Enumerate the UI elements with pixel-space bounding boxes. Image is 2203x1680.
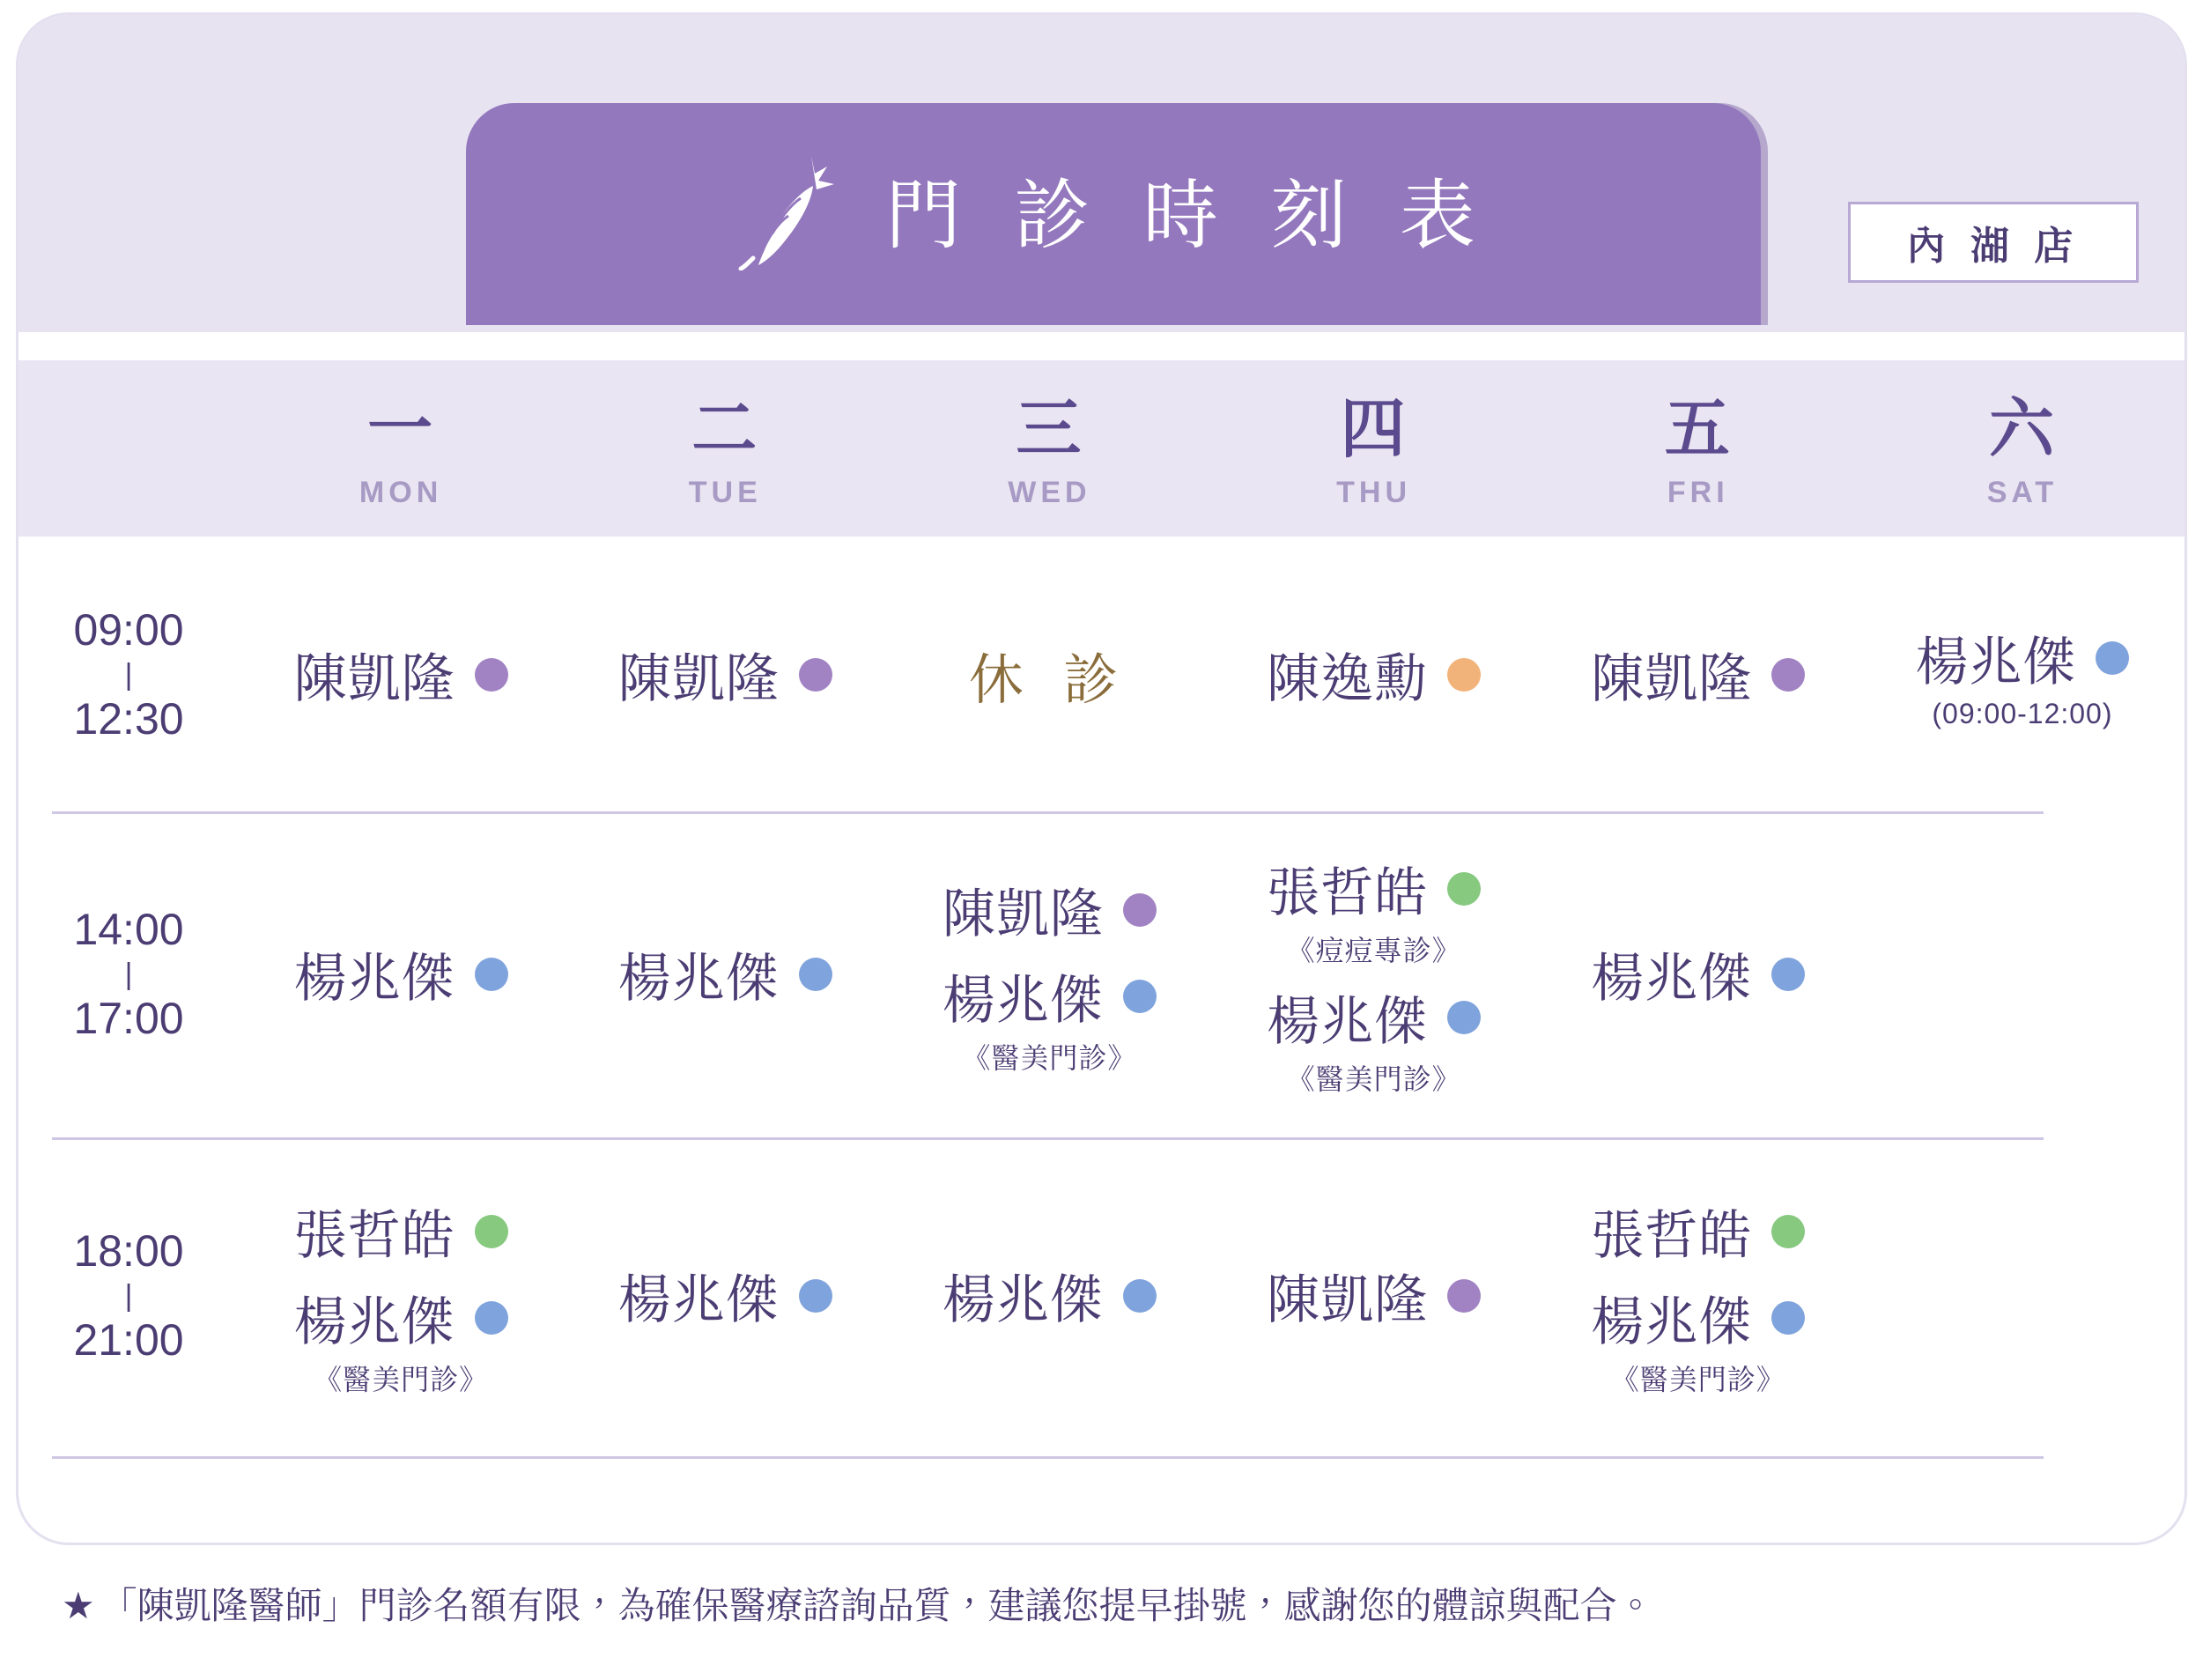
cell-thu-evening — [1212, 1137, 1536, 1454]
cell-mon-afternoon — [239, 811, 563, 1137]
doctor-color-dot — [1447, 658, 1481, 692]
entry-time-note: (09:00-12:00) — [1932, 697, 2113, 729]
entry-block — [618, 936, 832, 1012]
weekday-mon — [239, 360, 563, 537]
entry-block — [943, 1258, 1157, 1334]
entry-block — [969, 636, 1130, 714]
entry-block — [1267, 637, 1481, 713]
schedule-bottom-divider — [52, 1456, 2044, 1459]
time-end: 12:30 — [73, 694, 184, 744]
entry-block — [1591, 1280, 1805, 1398]
doctor-color-dot — [1771, 658, 1805, 692]
doctor-color-dot — [799, 658, 832, 692]
entry-block — [1267, 980, 1481, 1098]
cell-thu-morning — [1212, 538, 1536, 811]
doctor-color-dot — [2096, 641, 2129, 675]
doctor-entry — [1591, 1280, 1805, 1356]
doctor-color-dot — [1447, 1279, 1481, 1313]
doctor-name: 楊兆傑 — [617, 949, 780, 1008]
weekday-en-label: TUE — [688, 475, 762, 509]
doctor-name: 楊兆傑 — [942, 1270, 1104, 1329]
weekday-en-label: SAT — [1986, 475, 2059, 509]
entry-block — [294, 936, 508, 1012]
schedule-row-evening — [18, 1137, 2185, 1454]
weekday-cn-label: 一 — [367, 391, 435, 465]
doctor-entry — [294, 1194, 508, 1269]
doctor-name: 楊兆傑 — [1267, 992, 1429, 1051]
entry-specialty-note: 《醫美門診》 — [962, 1042, 1137, 1074]
cell-mon-morning — [239, 538, 563, 811]
doctor-color-dot — [475, 1215, 508, 1248]
time-start: 18:00 — [73, 1226, 184, 1277]
entry-block — [943, 872, 1157, 948]
doctor-name: 陳凱隆 — [617, 649, 780, 708]
schedule-row-afternoon — [18, 811, 2185, 1137]
schedule-row-morning — [18, 538, 2185, 811]
entry-block — [618, 637, 832, 713]
entry-block — [1591, 936, 1805, 1012]
doctor-name: 陳凱隆 — [1267, 1270, 1429, 1329]
doctor-entry — [618, 1258, 832, 1334]
cell-fri-morning — [1536, 538, 1860, 811]
cell-sat-evening — [1860, 1137, 2185, 1454]
time-start: 09:00 — [73, 605, 184, 655]
entry-specialty-note: 《醫美門診》 — [1610, 1364, 1785, 1395]
entry-block — [1591, 1194, 1805, 1269]
entry-block — [1267, 851, 1481, 969]
weekday-tue — [563, 360, 887, 537]
weekday-wed — [887, 360, 1211, 537]
doctor-entry — [943, 958, 1157, 1034]
weekday-cn-label: 四 — [1340, 391, 1408, 465]
doctor-entry — [1591, 936, 1805, 1012]
entry-block — [618, 1258, 832, 1334]
doctor-color-dot — [1123, 1279, 1157, 1313]
store-badge: 內 湖 店 — [1848, 202, 2139, 283]
doctor-entry — [1915, 620, 2129, 696]
star-icon: ★ — [62, 1585, 95, 1626]
entry-block — [1915, 620, 2129, 730]
cell-mon-evening — [239, 1137, 563, 1454]
weekday-cn-label: 二 — [691, 391, 759, 465]
doctor-entry — [1267, 637, 1481, 713]
time-slot-label — [18, 811, 239, 1137]
doctor-name: 楊兆傑 — [293, 1292, 455, 1351]
entry-block — [294, 1194, 508, 1269]
cell-wed-afternoon — [887, 811, 1211, 1137]
doctor-name: 陳凱隆 — [942, 884, 1104, 944]
time-end: 17:00 — [73, 994, 184, 1044]
closed-label: 休 診 — [968, 649, 1131, 711]
closed-entry — [969, 636, 1130, 714]
weekday-en-label: MON — [359, 475, 443, 509]
feather-logo-icon — [736, 147, 841, 270]
doctor-entry — [1267, 851, 1481, 927]
cell-fri-evening — [1536, 1137, 1860, 1454]
weekday-sat — [1860, 360, 2185, 537]
doctor-color-dot — [1771, 958, 1805, 991]
entry-block — [943, 958, 1157, 1077]
entry-block — [294, 1280, 508, 1398]
doctor-name: 陳凱隆 — [293, 649, 455, 708]
time-dash: | — [124, 1278, 133, 1313]
weekday-cn-label: 三 — [1016, 391, 1083, 465]
entry-block — [1591, 637, 1805, 713]
doctor-color-dot — [1447, 1001, 1481, 1034]
doctor-entry — [943, 872, 1157, 948]
doctor-entry — [294, 637, 508, 713]
schedule-body — [18, 538, 2185, 1454]
doctor-entry — [1267, 1258, 1481, 1334]
doctor-color-dot — [475, 958, 508, 991]
entry-block — [1267, 1258, 1481, 1334]
cell-sat-morning — [1860, 538, 2185, 811]
weekday-en-label: THU — [1336, 475, 1412, 509]
weekday-en-label: FRI — [1667, 475, 1729, 509]
cell-wed-evening — [887, 1137, 1211, 1454]
time-slot-label — [18, 1137, 239, 1454]
header-inner — [736, 147, 1491, 270]
doctor-name: 楊兆傑 — [942, 971, 1104, 1030]
cell-wed-morning — [887, 538, 1211, 811]
doctor-color-dot — [1123, 980, 1157, 1013]
entry-block — [294, 637, 508, 713]
doctor-name: 張哲皓 — [1591, 1206, 1753, 1265]
footer-note — [62, 1577, 1654, 1630]
doctor-name: 陳逸勳 — [1267, 649, 1429, 708]
doctor-name: 張哲皓 — [1267, 863, 1429, 922]
cell-fri-afternoon — [1536, 811, 1860, 1137]
doctor-entry — [294, 1280, 508, 1356]
weekday-fri — [1536, 360, 1860, 537]
entry-specialty-note: 《醫美門診》 — [314, 1364, 489, 1395]
cell-tue-morning — [563, 538, 887, 811]
cell-sat-afternoon — [1860, 811, 2185, 1137]
entry-specialty-note: 《醫美門診》 — [1286, 1063, 1461, 1095]
doctor-name: 陳凱隆 — [1591, 649, 1753, 708]
header-tab — [466, 103, 1761, 325]
doctor-name: 張哲皓 — [293, 1206, 455, 1265]
doctor-color-dot — [475, 1301, 508, 1335]
schedule-card — [16, 12, 2187, 1545]
doctor-color-dot — [1447, 872, 1481, 906]
doctor-name: 楊兆傑 — [617, 1270, 780, 1329]
doctor-name: 楊兆傑 — [1591, 1292, 1753, 1351]
doctor-entry — [294, 936, 508, 1012]
time-slot-label — [18, 538, 239, 811]
entry-specialty-note: 《痘痘專診》 — [1286, 935, 1461, 966]
doctor-color-dot — [1123, 893, 1157, 927]
footer-note-text: 「陳凱隆醫師」門診名額有限，為確保醫療諮詢品質，建議您提早掛號，感謝您的體諒與配合。 — [100, 1585, 1654, 1626]
time-dash: | — [124, 657, 133, 692]
weekday-en-label: WED — [1008, 475, 1091, 509]
weekday-thu — [1212, 360, 1536, 537]
weekday-cn-label: 六 — [1988, 391, 2056, 465]
weekday-header-row — [18, 360, 2185, 537]
doctor-name: 楊兆傑 — [1915, 632, 2077, 692]
doctor-name: 楊兆傑 — [293, 949, 455, 1008]
doctor-color-dot — [799, 958, 832, 991]
weekday-spacer — [18, 360, 239, 537]
doctor-entry — [618, 637, 832, 713]
doctor-color-dot — [1771, 1215, 1805, 1248]
page-title: 門 診 時 刻 表 — [885, 174, 1491, 258]
cell-thu-afternoon — [1212, 811, 1536, 1137]
doctor-color-dot — [1771, 1301, 1805, 1335]
doctor-color-dot — [799, 1279, 832, 1313]
doctor-entry — [943, 1258, 1157, 1334]
cell-tue-evening — [563, 1137, 887, 1454]
time-dash: | — [124, 957, 133, 991]
time-start: 14:00 — [73, 905, 184, 955]
doctor-entry — [1267, 980, 1481, 1055]
cell-tue-afternoon — [563, 811, 887, 1137]
doctor-name: 楊兆傑 — [1591, 949, 1753, 1008]
doctor-entry — [1591, 1194, 1805, 1269]
doctor-color-dot — [475, 658, 508, 692]
doctor-entry — [618, 936, 832, 1012]
time-end: 21:00 — [73, 1315, 184, 1365]
doctor-entry — [1591, 637, 1805, 713]
weekday-cn-label: 五 — [1664, 391, 1732, 465]
